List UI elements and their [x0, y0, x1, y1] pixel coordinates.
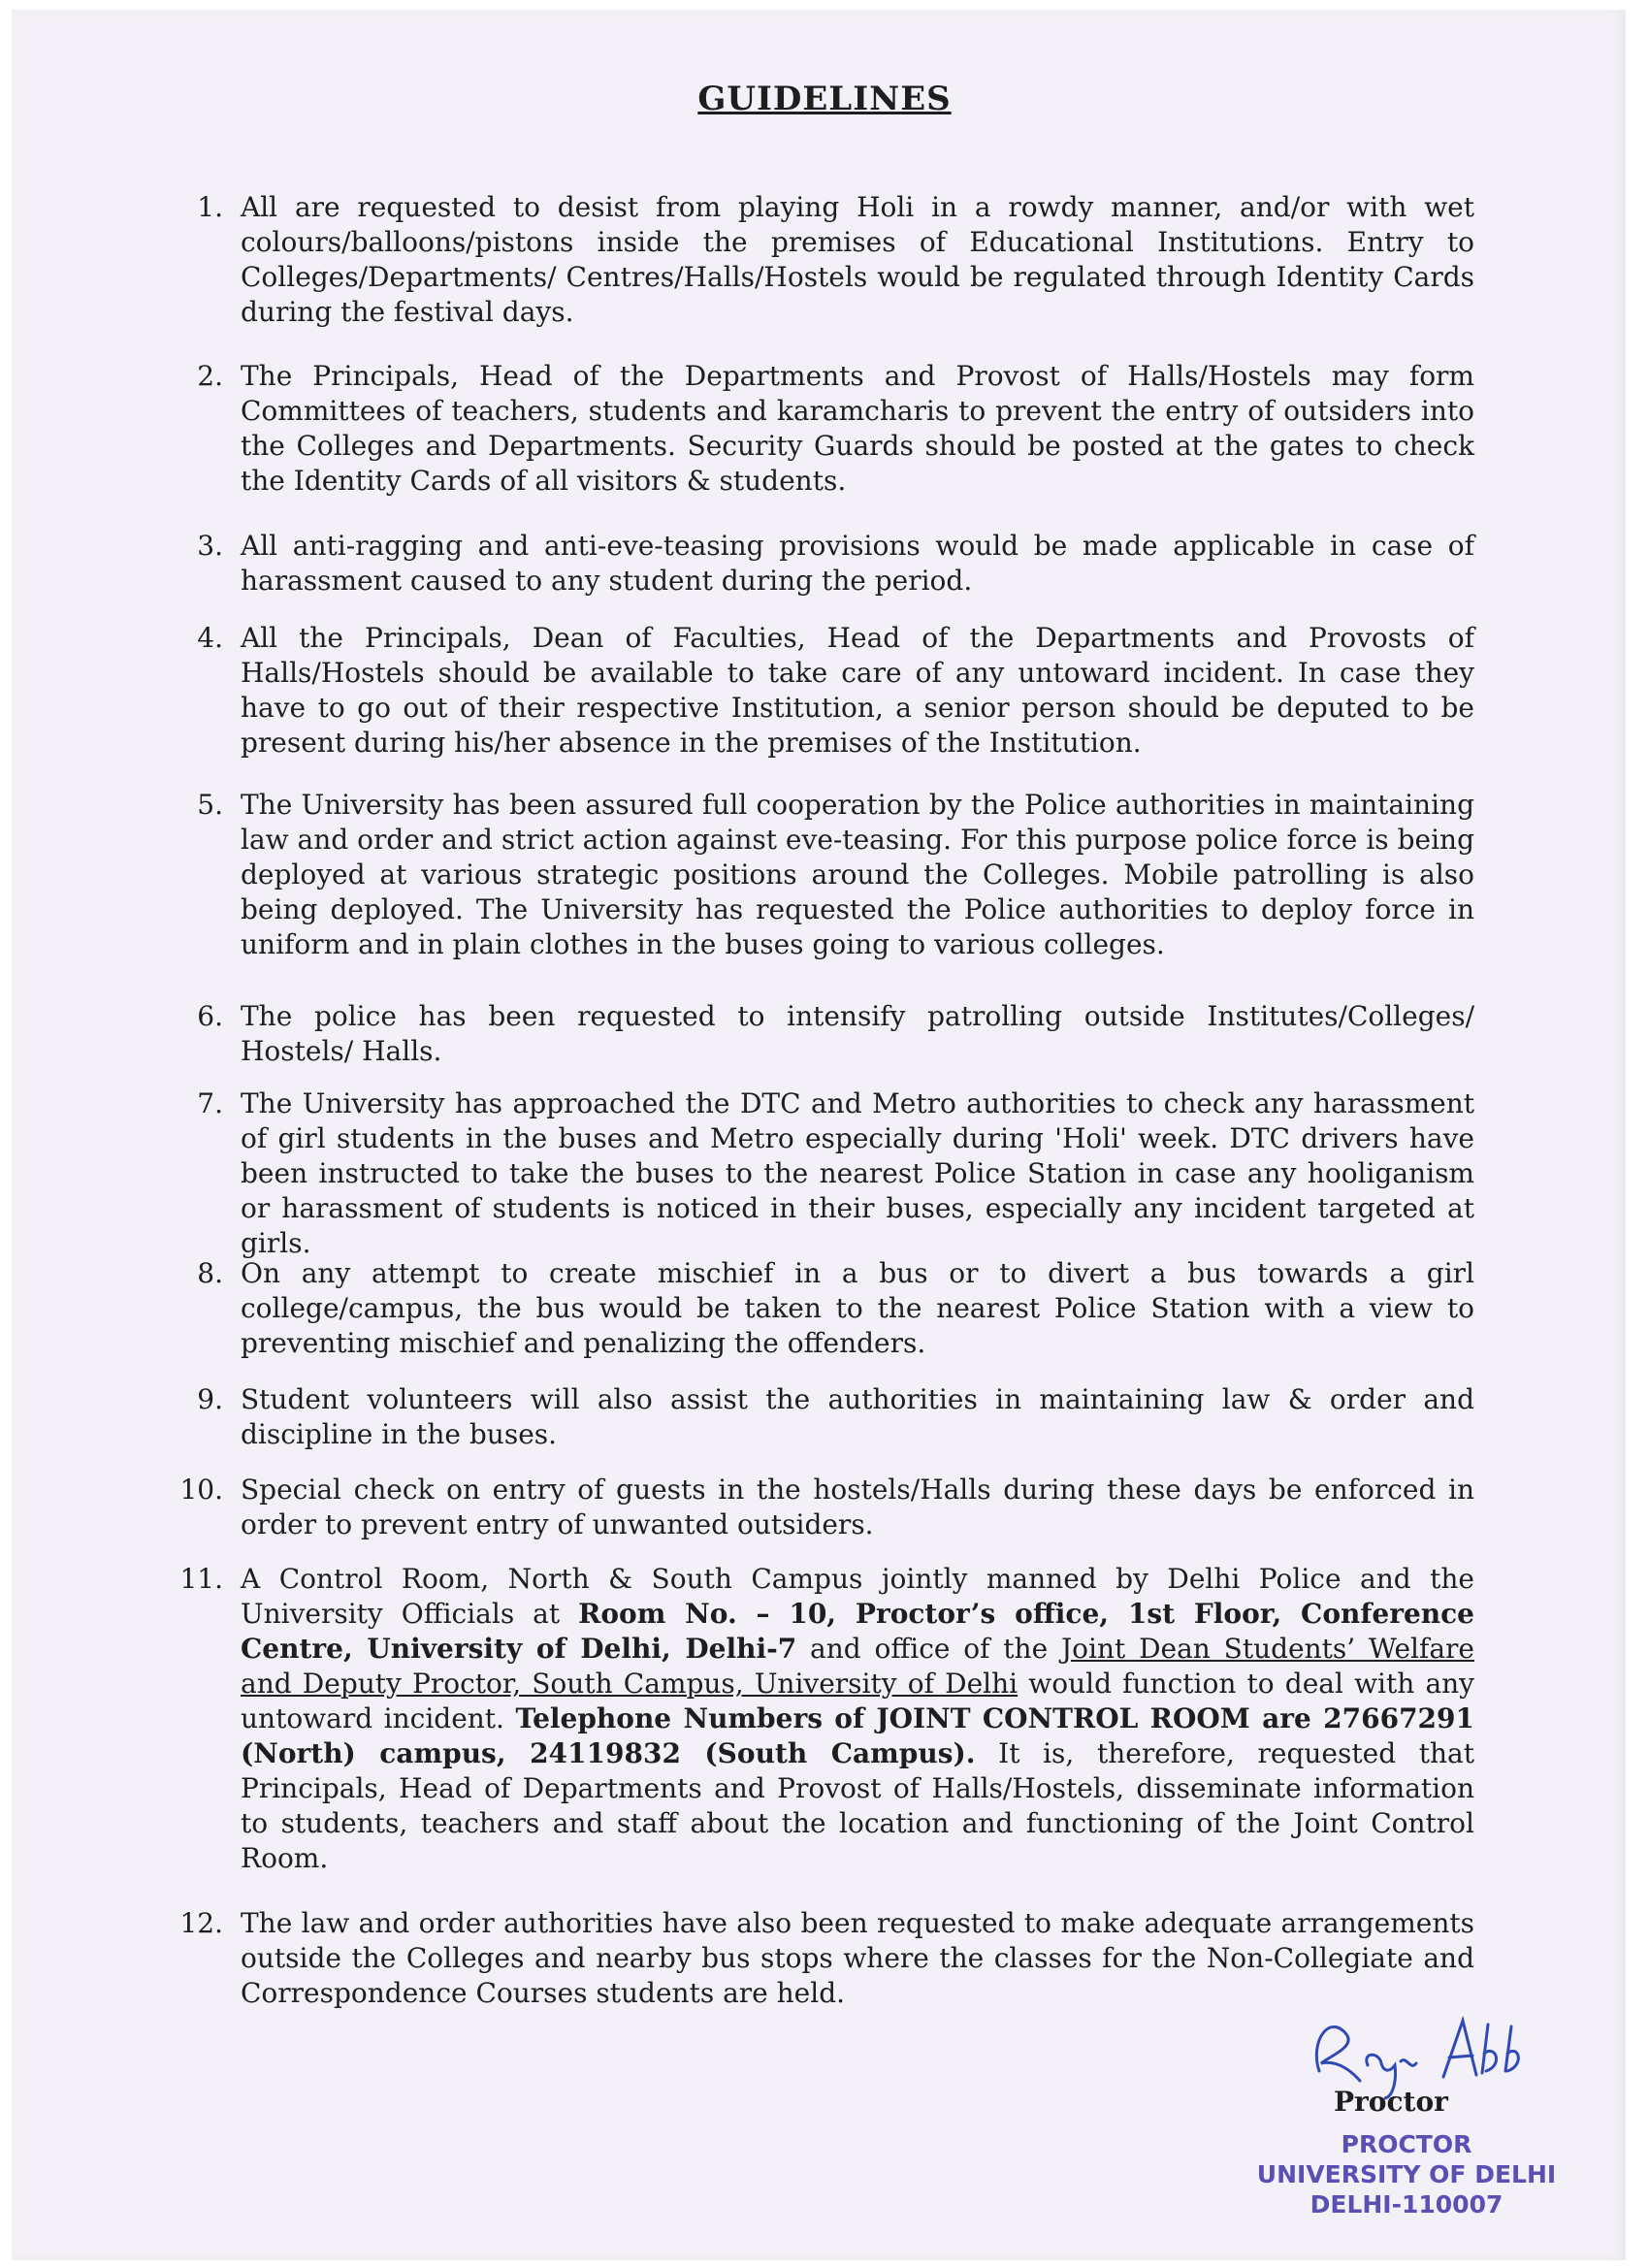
guideline-item-11	[155, 1562, 1474, 1876]
item-number: 9.	[197, 1383, 223, 1415]
guideline-item-2	[155, 359, 1474, 499]
item-text-part: It is, therefore, requested that Principals, Head of Departments and Provost of Halls/Hostels, disseminate information to students, teachers and staff about the location and functioning of the Joint Control Room.	[241, 1737, 1474, 1874]
guideline-item-10	[155, 1473, 1474, 1542]
item-text: All the Principals, Dean of Faculties, Head of the Departments and Provosts of Halls/Hostels should be available to take care of any untoward incident. In case they have to go out of their respective Institution, a senior person should be deputed to be present during his/her absence in the premises of the Institution.	[241, 622, 1474, 759]
stamp-line: DELHI-110007	[1310, 2190, 1504, 2219]
guideline-item-8	[155, 1256, 1474, 1361]
item-number: 5.	[197, 789, 223, 821]
item-number: 6.	[197, 1000, 223, 1032]
item-text-part: would function to deal with any untoward incident.	[241, 1668, 1474, 1734]
item-text: All are requested to desist from playing Holi in a rowdy manner, and/or with wet colours/balloons/pistons inside the premises of Educational Institutions. Entry to Colleges/Departments/ Centres/Halls/Hostels would be regulated through Identity Cards during the festival days.	[241, 191, 1474, 328]
item-text: The University has approached the DTC and Metro authorities to check any harassment of girl students in the buses and Metro especially during 'Holi' week. DTC drivers have been instructed to take the buses to the nearest Police Station in case any hooliganism or harassment of students is noticed in their buses, especially any incident targeted at girls.	[241, 1087, 1474, 1259]
item-number: 11.	[179, 1563, 223, 1595]
item-number: 2.	[197, 360, 223, 392]
guideline-item-6	[155, 999, 1474, 1069]
guideline-item-5	[155, 788, 1474, 962]
control-room-address: Room No. – 10, Proctor’s office, 1st Floor, Conference Centre, University of Delhi, Delhi-7	[241, 1598, 1474, 1665]
item-number: 12.	[179, 1907, 223, 1939]
item-text-part: and office of the	[796, 1633, 1061, 1665]
item-text: The police has been requested to intensify patrolling outside Institutes/Colleges/ Hostels/ Halls.	[241, 1000, 1474, 1067]
item-number: 3.	[197, 530, 223, 562]
guideline-item-1	[155, 190, 1474, 330]
item-number: 4.	[197, 622, 223, 654]
item-text: Student volunteers will also assist the authorities in maintaining law & order and discipline in the buses.	[241, 1383, 1474, 1450]
item-number: 7.	[197, 1087, 223, 1119]
item-text: The law and order authorities have also been requested to make adequate arrangements outside the Colleges and nearby bus stops where the classes for the Non-Collegiate and Correspondence Courses students are held.	[241, 1907, 1474, 2009]
item-text: The University has been assured full cooperation by the Police authorities in maintaining law and order and strict action against eve-teasing. For this purpose police force is being deployed at various strategic positions around the Colleges. Mobile patrolling is also being deployed. The University has requested the Police authorities to deploy force in uniform and in plain clothes in the buses going to various colleges.	[241, 789, 1474, 960]
joint-dean-office: Joint Dean Students’ Welfare and Deputy Proctor, South Campus, University of Delhi	[241, 1633, 1474, 1700]
item-text: All anti-ragging and anti-eve-teasing provisions would be made applicable in case of harassment caused to any student during the period.	[241, 530, 1474, 597]
item-text: The Principals, Head of the Departments and Provost of Halls/Hostels may form Committees of teachers, students and karamcharis to prevent the entry of outsiders into the Colleges and Departments. Security Guards should be posted at the gates to check the Identity Cards of all visitors & students.	[241, 360, 1474, 497]
item-number: 10.	[179, 1474, 223, 1506]
guideline-item-9	[155, 1382, 1474, 1452]
guideline-item-7	[155, 1086, 1474, 1261]
guideline-item-3	[155, 529, 1474, 599]
document-title: GUIDELINES	[697, 80, 952, 118]
stamp-line: PROCTOR	[1341, 2130, 1472, 2158]
signatory-title: Proctor	[1334, 2086, 1448, 2118]
item-text	[241, 1562, 1474, 1876]
stamp-line: UNIVERSITY OF DELHI	[1256, 2160, 1557, 2188]
control-room-telephone: Telephone Numbers of JOINT CONTROL ROOM are 27667291 (North) campus, 24119832 (South Campus).	[241, 1702, 1474, 1769]
official-stamp	[1222, 2129, 1591, 2219]
item-number: 8.	[197, 1257, 223, 1289]
item-text: On any attempt to create mischief in a bus or to divert a bus towards a girl college/campus, the bus would be taken to the nearest Police Station with a view to preventing mischief and penalizing the offenders.	[241, 1257, 1474, 1359]
guideline-item-12	[155, 1906, 1474, 2011]
item-text: Special check on entry of guests in the hostels/Halls during these days be enforced in order to prevent entry of unwanted outsiders.	[241, 1474, 1474, 1540]
guideline-item-4	[155, 621, 1474, 761]
item-number: 1.	[197, 191, 223, 223]
item-text-part: A Control Room, North & South Campus jointly manned by Delhi Police and the University Officials at	[241, 1563, 1474, 1630]
